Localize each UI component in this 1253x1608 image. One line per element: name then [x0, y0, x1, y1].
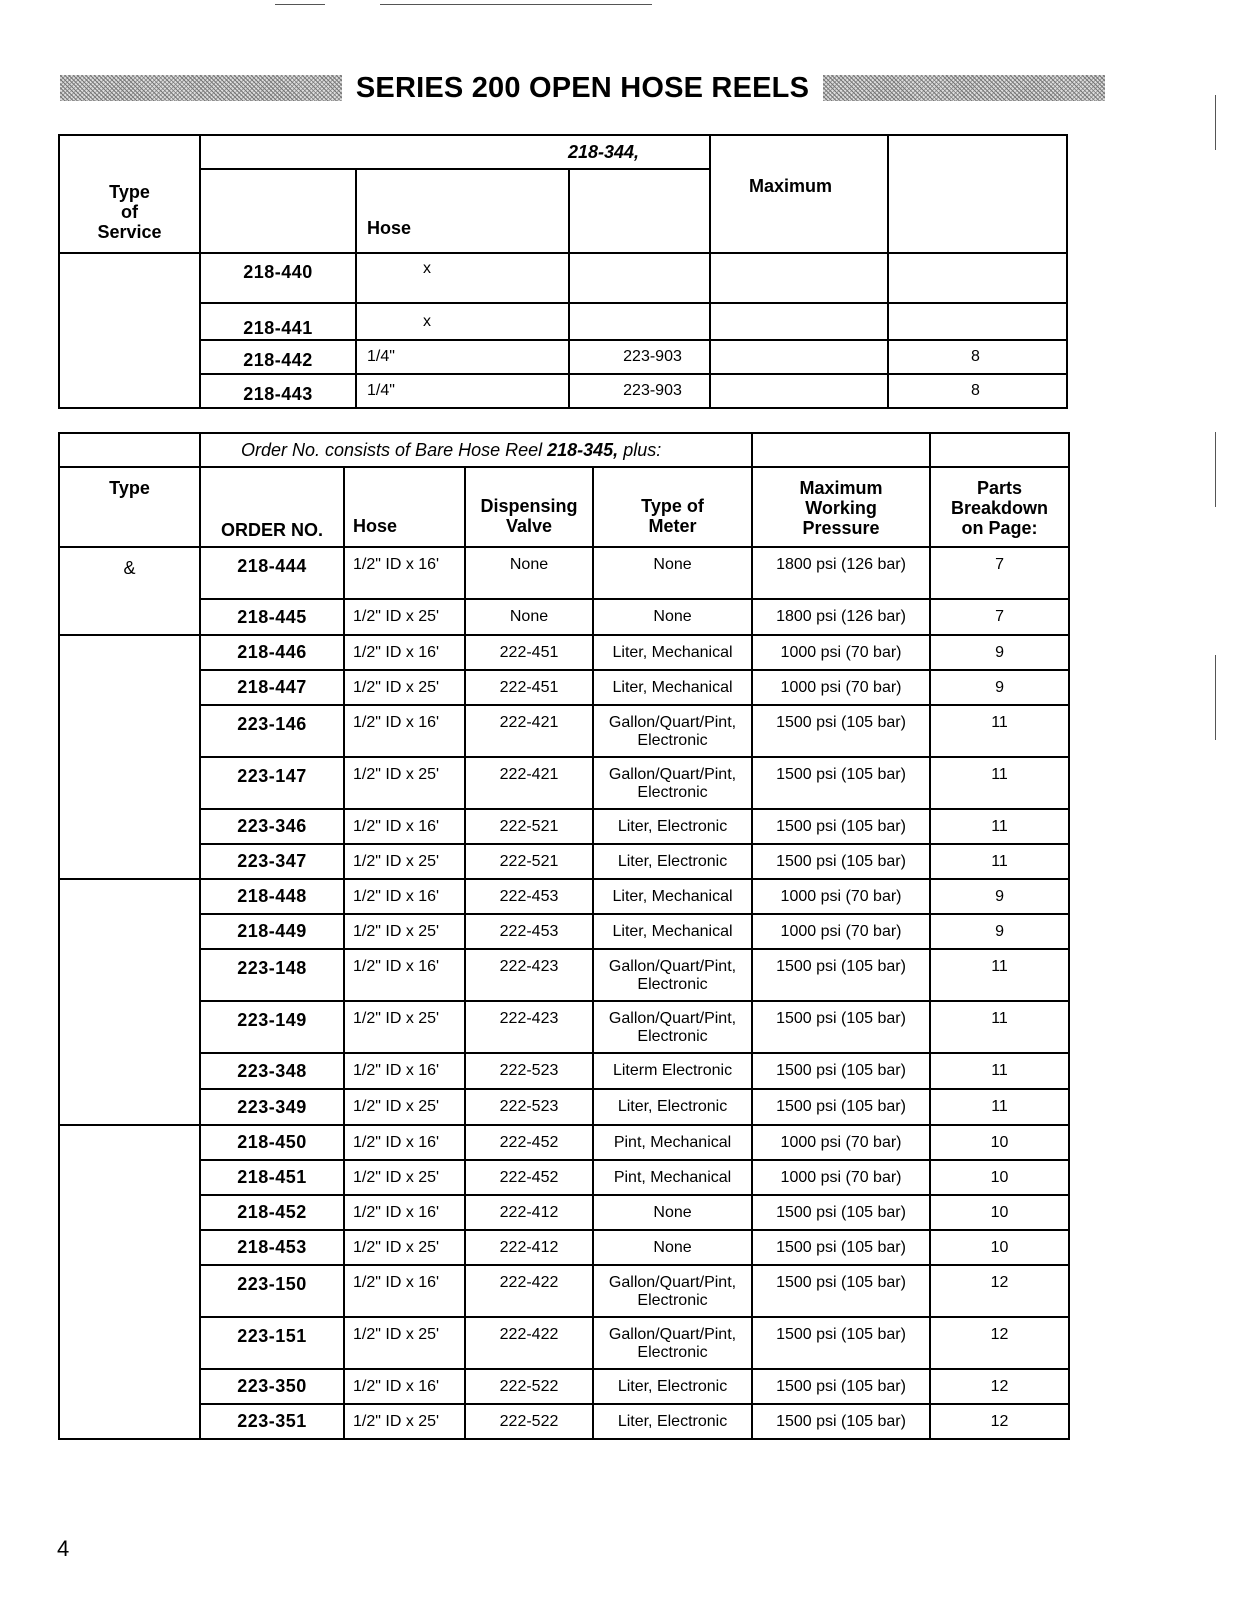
max-cell: [710, 374, 888, 408]
valve-cell: [569, 253, 710, 303]
hose-cell: 1/2" ID x 16': [344, 547, 465, 599]
type-group-cell: [59, 879, 200, 1125]
pressure-cell: 1500 psi (105 bar): [752, 757, 930, 809]
max-cell: [710, 340, 888, 374]
table-row: [59, 705, 1069, 757]
meter-cell: None: [593, 1230, 752, 1265]
valve-cell: 222-423: [465, 949, 593, 1001]
order-number: 218-450: [200, 1125, 344, 1160]
valve-cell: 222-422: [465, 1265, 593, 1317]
order-number: 223-150: [200, 1265, 344, 1317]
valve-cell: 222-452: [465, 1125, 593, 1160]
valve-cell: [569, 303, 710, 340]
order-number: 223-348: [200, 1053, 344, 1089]
meter-cell: Gallon/Quart/Pint, Electronic: [593, 1001, 752, 1053]
pressure-cell: 1000 psi (70 bar): [752, 879, 930, 914]
edge-mark: [1215, 655, 1216, 740]
table-row: [59, 599, 1069, 635]
pressure-cell: 1000 psi (70 bar): [752, 670, 930, 705]
table-row: [59, 1369, 1069, 1404]
max-cell: [710, 303, 888, 340]
hose-cell: 1/2" ID x 16': [344, 635, 465, 670]
pressure-header: Maximum Working Pressure: [752, 467, 930, 547]
hose-cell: 1/2" ID x 16': [344, 1053, 465, 1089]
parts-page-cell: 11: [930, 844, 1069, 879]
type-group-cell: [59, 1125, 200, 1439]
hose-cell: 1/2" ID x 25': [344, 1089, 465, 1125]
pressure-cell: 1800 psi (126 bar): [752, 599, 930, 635]
table-row: [59, 547, 1069, 599]
order-number: 218-441: [200, 303, 356, 340]
order-number: 223-350: [200, 1369, 344, 1404]
meter-cell: Pint, Mechanical: [593, 1160, 752, 1195]
maximum-header: Maximum: [710, 135, 888, 253]
order-number: 218-440: [200, 253, 356, 303]
order-number: 223-346: [200, 809, 344, 844]
pressure-cell: 1000 psi (70 bar): [752, 914, 930, 949]
table-row: [59, 809, 1069, 844]
parts-page-cell: 11: [930, 1053, 1069, 1089]
table-row: [59, 1089, 1069, 1125]
hose-cell: 1/2" ID x 25': [344, 670, 465, 705]
meter-cell: Liter, Mechanical: [593, 670, 752, 705]
parts-page-cell: 12: [930, 1265, 1069, 1317]
pressure-cell: 1500 psi (105 bar): [752, 1265, 930, 1317]
valve-cell: 222-412: [465, 1230, 593, 1265]
type-header: Type: [59, 467, 200, 547]
order-number: 223-148: [200, 949, 344, 1001]
page-cell: 8: [888, 374, 1067, 408]
parts-page-cell: 9: [930, 914, 1069, 949]
type-of-service-header: Type of Service: [59, 135, 200, 253]
valve-cell: 222-521: [465, 844, 593, 879]
parts-page-cell: 9: [930, 879, 1069, 914]
order-number: 218-452: [200, 1195, 344, 1230]
meter-cell: Liter, Electronic: [593, 844, 752, 879]
meter-cell: Gallon/Quart/Pint, Electronic: [593, 949, 752, 1001]
hose-cell: 1/4": [356, 340, 569, 374]
meter-cell: Liter, Electronic: [593, 809, 752, 844]
table-row: [59, 1053, 1069, 1089]
table1-type-cell: [59, 253, 200, 408]
table-row: [59, 1404, 1069, 1439]
valve-cell: 222-421: [465, 757, 593, 809]
valve-cell: 222-521: [465, 809, 593, 844]
meter-cell: Liter, Mechanical: [593, 879, 752, 914]
valve-cell: 222-412: [465, 1195, 593, 1230]
meter-header: Type of Meter: [593, 467, 752, 547]
pressure-cell: 1000 psi (70 bar): [752, 1125, 930, 1160]
pressure-cell: 1500 psi (105 bar): [752, 705, 930, 757]
hatch-left: [60, 75, 342, 101]
valve-cell: None: [465, 599, 593, 635]
pressure-cell: 1500 psi (105 bar): [752, 1053, 930, 1089]
hatch-right: [823, 75, 1105, 101]
meter-cell: None: [593, 547, 752, 599]
pressure-cell: 1500 psi (105 bar): [752, 1317, 930, 1369]
meter-cell: Literm Electronic: [593, 1053, 752, 1089]
order-number: 218-451: [200, 1160, 344, 1195]
parts-page-cell: 11: [930, 1001, 1069, 1053]
hose-cell: 1/2" ID x 16': [344, 1195, 465, 1230]
parts-page-cell: 9: [930, 635, 1069, 670]
hose-cell: 1/2" ID x 25': [344, 1404, 465, 1439]
order-number: 223-151: [200, 1317, 344, 1369]
type-group-cell: [59, 635, 200, 879]
pressure-cell: 1000 psi (70 bar): [752, 635, 930, 670]
hose-cell: 1/2" ID x 25': [344, 757, 465, 809]
pressure-cell: 1500 psi (105 bar): [752, 1089, 930, 1125]
caption-blank: [930, 433, 1069, 467]
order-number: 218-446: [200, 635, 344, 670]
table-row: [59, 844, 1069, 879]
parts-page-cell: 10: [930, 1125, 1069, 1160]
order-number: 218-453: [200, 1230, 344, 1265]
caption-left-blank: [59, 433, 200, 467]
order-number: 218-445: [200, 599, 344, 635]
parts-page-header: Parts Breakdown on Page:: [930, 467, 1069, 547]
parts-page-cell: 10: [930, 1195, 1069, 1230]
table-row: [59, 757, 1069, 809]
hose-cell: 1/2" ID x 25': [344, 844, 465, 879]
order-no-header: ORDER NO.: [200, 467, 344, 547]
caption-text-end: plus:: [618, 439, 662, 460]
valve-cell: 222-451: [465, 670, 593, 705]
order-number: 218-444: [200, 547, 344, 599]
parts-page-cell: 11: [930, 949, 1069, 1001]
table-row: [59, 670, 1069, 705]
hose-header: Hose: [356, 169, 569, 253]
caption-text: Order No. consists of Bare Hose Reel: [241, 439, 548, 460]
hose-cell: 1/2" ID x 16': [344, 705, 465, 757]
parts-page-cell: 7: [930, 547, 1069, 599]
table1-model-header: 218-344,: [200, 135, 710, 169]
page-cell: [888, 253, 1067, 303]
page-cell: [888, 303, 1067, 340]
page-number: 4: [57, 1536, 70, 1561]
caption-model: 218-345,: [547, 439, 619, 460]
order-number: 218-443: [200, 374, 356, 408]
pressure-cell: 1500 psi (105 bar): [752, 844, 930, 879]
parts-page-cell: 7: [930, 599, 1069, 635]
meter-cell: Liter, Mechanical: [593, 914, 752, 949]
order-number: 223-146: [200, 705, 344, 757]
hose-cell: 1/2" ID x 16': [344, 1265, 465, 1317]
edge-mark: [1215, 432, 1216, 507]
valve-cell: 223-903: [569, 374, 710, 408]
valve-cell: 222-453: [465, 879, 593, 914]
order-caption: [200, 433, 752, 467]
meter-cell: None: [593, 599, 752, 635]
valve-cell: 222-451: [465, 635, 593, 670]
order-number: 223-347: [200, 844, 344, 879]
valve-cell: 222-522: [465, 1369, 593, 1404]
page-title: SERIES 200 OPEN HOSE REELS: [355, 71, 810, 104]
valve-cell: 222-523: [465, 1053, 593, 1089]
parts-page-cell: 12: [930, 1317, 1069, 1369]
order-number: 218-442: [200, 340, 356, 374]
table-row: [59, 635, 1069, 670]
valve-cell: 222-421: [465, 705, 593, 757]
parts-page-cell: 11: [930, 1089, 1069, 1125]
parts-page-cell: 12: [930, 1404, 1069, 1439]
order-number: 223-349: [200, 1089, 344, 1125]
meter-cell: None: [593, 1195, 752, 1230]
parts-page-cell: 11: [930, 757, 1069, 809]
top-scan-mark: [275, 4, 325, 5]
order-number: 223-147: [200, 757, 344, 809]
hose-cell: x: [356, 253, 569, 303]
valve-cell: 222-523: [465, 1089, 593, 1125]
meter-cell: Gallon/Quart/Pint, Electronic: [593, 1317, 752, 1369]
type-group-cell: &: [59, 547, 200, 635]
table-row: [59, 1265, 1069, 1317]
table-row: [59, 1317, 1069, 1369]
top-scan-line: [380, 4, 652, 5]
hose-cell: 1/2" ID x 16': [344, 949, 465, 1001]
max-cell: [710, 253, 888, 303]
order-number: 218-449: [200, 914, 344, 949]
table-row: [59, 1195, 1069, 1230]
pressure-cell: 1800 psi (126 bar): [752, 547, 930, 599]
table1-blank-header: [200, 169, 356, 253]
valve-cell: 222-422: [465, 1317, 593, 1369]
pressure-cell: 1500 psi (105 bar): [752, 1001, 930, 1053]
table-row: [59, 949, 1069, 1001]
meter-cell: Gallon/Quart/Pint, Electronic: [593, 757, 752, 809]
meter-cell: Gallon/Quart/Pint, Electronic: [593, 705, 752, 757]
table-row: [59, 1001, 1069, 1053]
order-number: 223-149: [200, 1001, 344, 1053]
meter-cell: Liter, Mechanical: [593, 635, 752, 670]
hose-cell: 1/2" ID x 16': [344, 1125, 465, 1160]
caption-blank: [752, 433, 930, 467]
meter-cell: Gallon/Quart/Pint, Electronic: [593, 1265, 752, 1317]
valve-cell: 222-522: [465, 1404, 593, 1439]
dispensing-valve-header: Dispensing Valve: [465, 467, 593, 547]
pressure-cell: 1500 psi (105 bar): [752, 1195, 930, 1230]
parts-page-cell: 11: [930, 809, 1069, 844]
title-banner: [60, 70, 1105, 106]
parts-page-cell: 9: [930, 670, 1069, 705]
edge-mark: [1215, 95, 1216, 150]
table-row: [59, 1230, 1069, 1265]
meter-cell: Pint, Mechanical: [593, 1125, 752, 1160]
pressure-cell: 1500 psi (105 bar): [752, 1404, 930, 1439]
parts-page-cell: 11: [930, 705, 1069, 757]
valve-cell: 222-453: [465, 914, 593, 949]
parts-page-cell: 10: [930, 1230, 1069, 1265]
hose-header: Hose: [344, 467, 465, 547]
valve-cell: 222-452: [465, 1160, 593, 1195]
hose-cell: x: [356, 303, 569, 340]
page-cell: 8: [888, 340, 1067, 374]
pressure-cell: 1500 psi (105 bar): [752, 809, 930, 844]
table-row: [59, 1125, 1069, 1160]
table1-empty-header: [888, 135, 1067, 253]
pressure-cell: 1500 psi (105 bar): [752, 1230, 930, 1265]
valve-cell: 222-423: [465, 1001, 593, 1053]
hose-cell: 1/2" ID x 25': [344, 1317, 465, 1369]
pressure-cell: 1500 psi (105 bar): [752, 949, 930, 1001]
pressure-cell: 1500 psi (105 bar): [752, 1369, 930, 1404]
order-number: 218-447: [200, 670, 344, 705]
meter-cell: Liter, Electronic: [593, 1404, 752, 1439]
hose-cell: 1/2" ID x 16': [344, 809, 465, 844]
pressure-cell: 1000 psi (70 bar): [752, 1160, 930, 1195]
hose-cell: 1/2" ID x 25': [344, 1230, 465, 1265]
hose-cell: 1/4": [356, 374, 569, 408]
table-1: [58, 134, 1068, 409]
hose-cell: 1/2" ID x 25': [344, 1001, 465, 1053]
order-number: 223-351: [200, 1404, 344, 1439]
valve-cell: 223-903: [569, 340, 710, 374]
table-row: [59, 1160, 1069, 1195]
meter-cell: Liter, Electronic: [593, 1369, 752, 1404]
valve-cell: None: [465, 547, 593, 599]
parts-page-cell: 12: [930, 1369, 1069, 1404]
hose-cell: 1/2" ID x 16': [344, 1369, 465, 1404]
hose-cell: 1/2" ID x 25': [344, 599, 465, 635]
table1-blank-header: [569, 169, 710, 253]
table-row: [59, 879, 1069, 914]
table-2: [58, 432, 1070, 1440]
parts-page-cell: 10: [930, 1160, 1069, 1195]
hose-cell: 1/2" ID x 16': [344, 879, 465, 914]
order-number: 218-448: [200, 879, 344, 914]
table-row: [59, 914, 1069, 949]
hose-cell: 1/2" ID x 25': [344, 1160, 465, 1195]
meter-cell: Liter, Electronic: [593, 1089, 752, 1125]
hose-cell: 1/2" ID x 25': [344, 914, 465, 949]
